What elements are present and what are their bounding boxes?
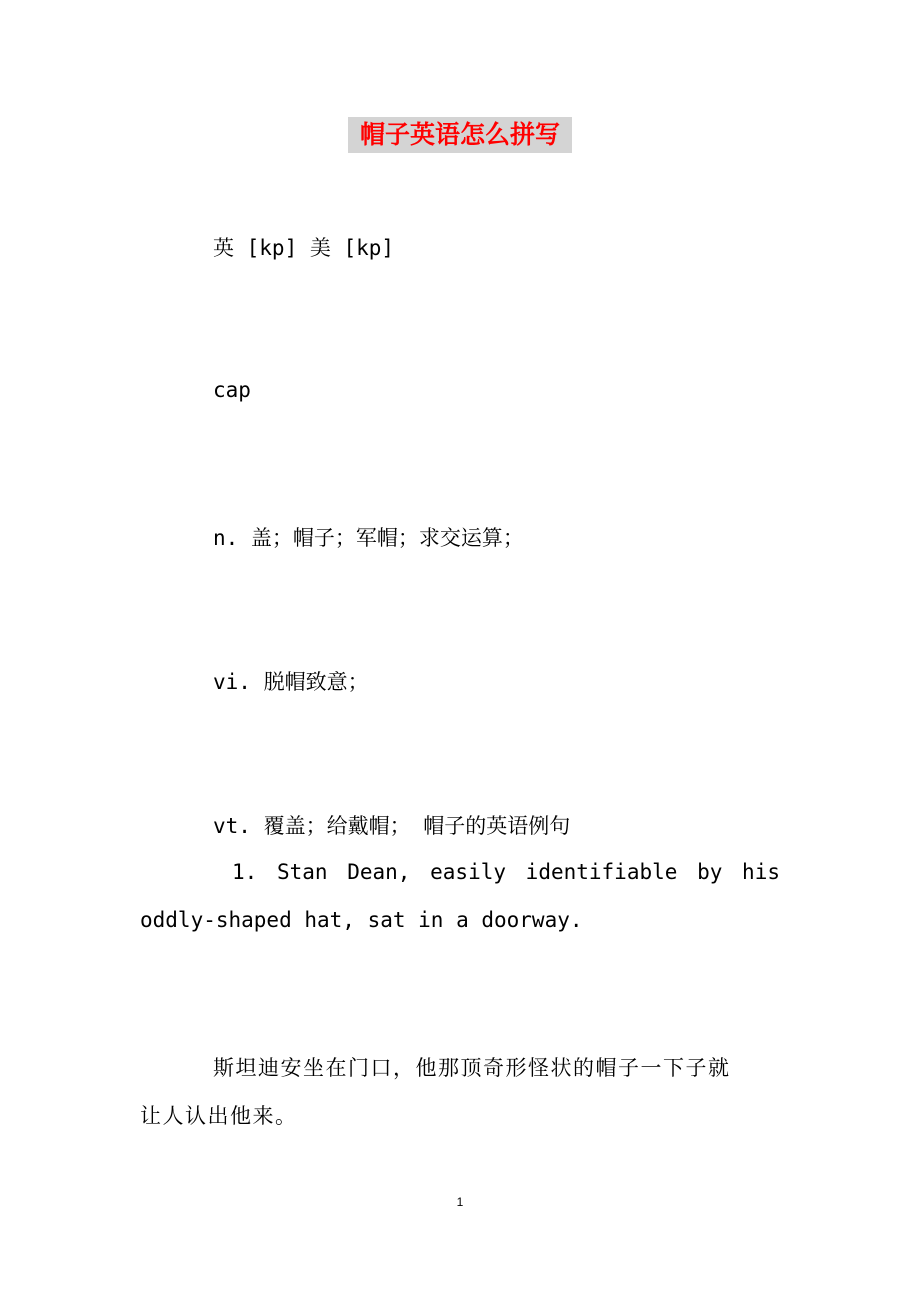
pronunciation: 英 [kp] 美 [kp] xyxy=(213,236,395,260)
translation-line1: 斯坦迪安坐在门口，他那顶奇形怪状的帽子一下子就 xyxy=(213,1056,731,1080)
headword: cap xyxy=(213,378,251,402)
translation-line2: 让人认出他来。 xyxy=(140,1104,298,1128)
document-title: 帽子英语怎么拼写 xyxy=(348,117,572,153)
page-number: 1 xyxy=(456,1195,464,1209)
definition-vt: vt. 覆盖；给戴帽； 帽子的英语例句 xyxy=(213,814,571,838)
definition-noun: n. 盖；帽子；军帽；求交运算； xyxy=(213,526,524,550)
definition-vi: vi. 脱帽致意； xyxy=(213,670,369,694)
example-sentence-line2: oddly-shaped hat, sat in a doorway. xyxy=(140,908,583,932)
example-sentence-line1: 1. Stan Dean, easily identifiable by his xyxy=(232,860,780,884)
